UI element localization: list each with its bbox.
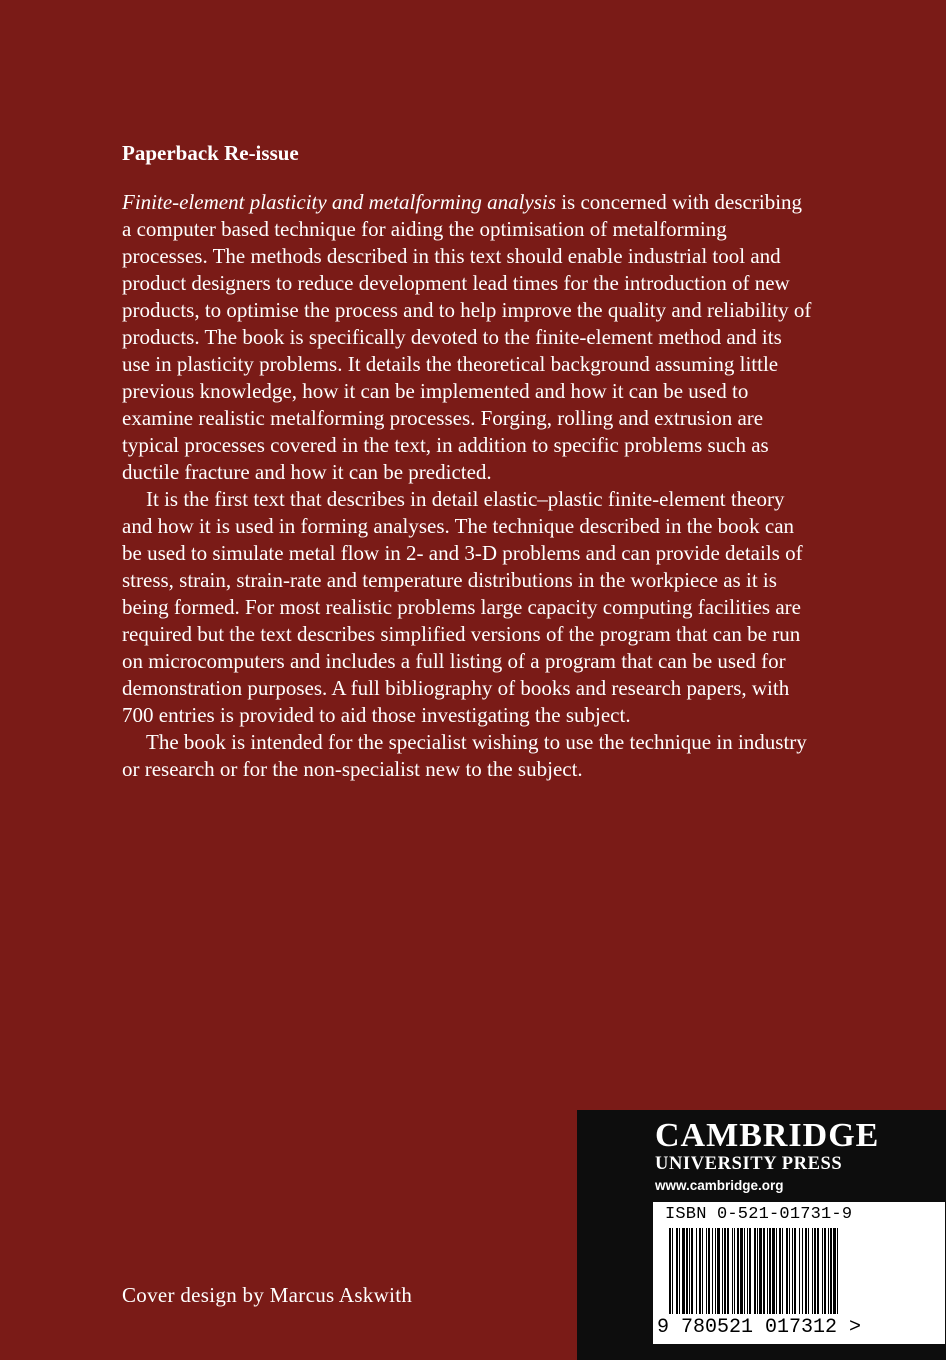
publisher-website: www.cambridge.org [655, 1178, 784, 1193]
barcode-bar [828, 1228, 829, 1314]
barcode-bar [744, 1228, 745, 1314]
barcode-bar [699, 1228, 701, 1314]
barcode-bar [779, 1228, 781, 1314]
barcode-bar [691, 1228, 693, 1314]
barcode-bar [706, 1228, 707, 1314]
reissue-heading: Paperback Re-issue [122, 141, 299, 165]
cover-design-credit: Cover design by Marcus Askwith [122, 1283, 413, 1307]
barcode-bar [763, 1228, 765, 1314]
barcode-bar [817, 1228, 819, 1314]
barcode-bar [749, 1228, 751, 1314]
barcode-bar [676, 1228, 678, 1314]
description-paragraph-1 [122, 189, 812, 486]
barcode-bar [734, 1228, 735, 1314]
barcode-bar [737, 1228, 739, 1314]
publisher-press: UNIVERSITY PRESS [655, 1154, 843, 1174]
barcode-bar [759, 1228, 762, 1314]
barcode-bar [708, 1228, 710, 1314]
barcode-bar [772, 1228, 775, 1314]
barcode-bar [833, 1228, 836, 1314]
barcode-bar [824, 1228, 826, 1314]
barcode-bar [722, 1228, 723, 1314]
isbn-label: ISBN 0-521-01731-9 [665, 1205, 853, 1224]
publisher-name: CAMBRIDGE [655, 1117, 880, 1154]
barcode-bar [669, 1228, 671, 1314]
barcode-bar [814, 1228, 816, 1314]
barcode-bar [747, 1228, 748, 1314]
barcode-bar [799, 1228, 800, 1314]
barcode-bar [724, 1228, 726, 1314]
barcode-bar [805, 1228, 807, 1314]
barcode-bar [672, 1228, 673, 1314]
barcode-digits: 9 780521 017312 > [657, 1316, 862, 1339]
barcode-bar [769, 1228, 771, 1314]
barcode-bar [712, 1228, 713, 1314]
description-paragraph-3: The book is intended for the specialist wishing to use the technique in industry or research or for the non-specialist new to the subject. [122, 730, 807, 781]
barcode-bar [822, 1228, 823, 1314]
barcode-bar [754, 1228, 756, 1314]
barcode-bar [786, 1228, 788, 1314]
barcode-bar [812, 1228, 813, 1314]
publisher-box [577, 1110, 946, 1360]
barcode-bar [837, 1228, 838, 1314]
barcode-bar [757, 1228, 758, 1314]
barcode-bar [782, 1228, 783, 1314]
barcode-bar [830, 1228, 832, 1314]
barcode-bar [802, 1228, 803, 1314]
barcode-bar [717, 1228, 720, 1314]
description-paragraph-2: It is the first text that describes in detail elastic–plastic finite-element theory and how it is used in forming analyses. The technique described in the book can be used to simulate metal flow in 2- and 3-D problems and can provide details of stress, strain, strain-rate and temperature distributions in the workpiece as it is being formed. For most realistic problems large capacity computing facilities are required but the text describes simplified versions of the program that can be run on microcomputers and includes a full listing of a program that can be used for demonstration purposes. A full bibliography of books and research papers, with 700 entries is provided to aid those investigating the subject. [122, 487, 803, 727]
barcode-bar [679, 1228, 680, 1314]
back-cover-text [122, 140, 812, 783]
book-title: Finite-element plasticity and metalforming analysis [122, 190, 556, 214]
barcode-bar [682, 1228, 685, 1314]
barcode-bar [789, 1228, 790, 1314]
barcode-bar [732, 1228, 733, 1314]
paragraph-1-text: is concerned with describing a computer based technique for aiding the optimisation of metalforming processes. The methods described in this text should enable industrial tool and product designers to reduce development lead times for the introduction of new products, to optimise the process and to help improve the quality and reliability of products. The book is specifically devoted to the finite-element method and its use in plasticity problems. It details the theoretical background assuming little previous knowledge, how it can be implemented and how it can be used to examine realistic metalforming processes. Forging, rolling and extrusion are typical processes covered in the text, in addition to specific problems such as ductile fracture and how it can be predicted. [122, 190, 812, 484]
barcode-bar [794, 1228, 796, 1314]
barcode-bar [702, 1228, 703, 1314]
barcode-bar [792, 1228, 793, 1314]
barcode-bar [689, 1228, 690, 1314]
barcode-bar [767, 1228, 768, 1314]
barcode-bar [808, 1228, 809, 1314]
barcode-area [653, 1202, 945, 1344]
barcode-bar [727, 1228, 729, 1314]
barcode-bar [776, 1228, 777, 1314]
barcode-bar [696, 1228, 697, 1314]
barcode-bar [740, 1228, 743, 1314]
barcode-bar [715, 1228, 716, 1314]
barcode-bar [686, 1228, 688, 1314]
